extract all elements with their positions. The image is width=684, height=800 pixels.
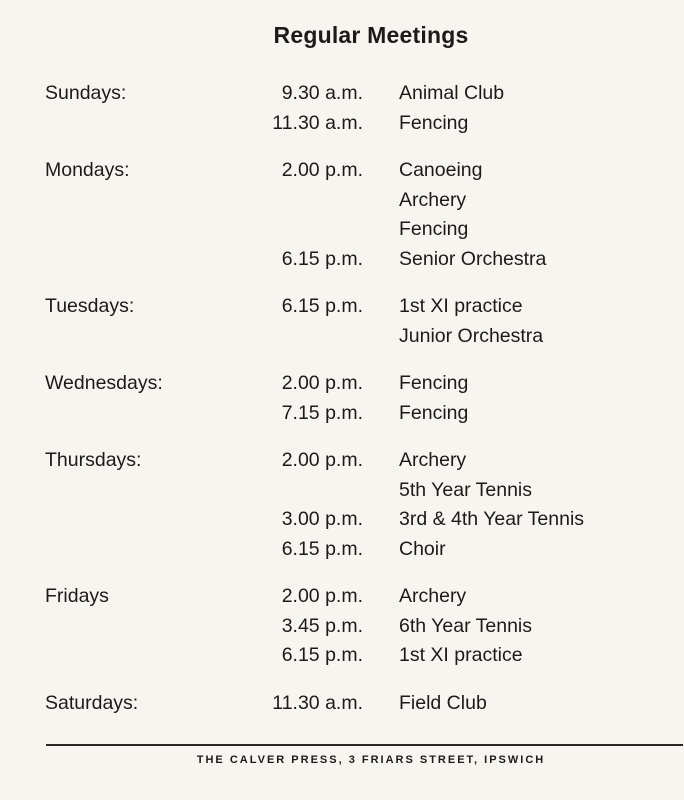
meeting-time: 2.00 p.m. (281, 449, 363, 471)
activity-name: 1st XI practice (399, 295, 523, 317)
day-label: Tuesdays: (45, 295, 135, 317)
activity-name: Animal Club (399, 82, 505, 104)
meeting-time: 6.15 p.m. (281, 537, 363, 560)
group-spacer (0, 351, 684, 369)
meeting-time: 7.15 p.m. (281, 401, 363, 424)
day-label: Sundays: (45, 82, 127, 104)
day-label: Mondays: (45, 159, 130, 181)
meeting-time: 3.00 p.m. (281, 508, 363, 530)
schedule-row (0, 446, 684, 476)
meeting-time: 11.30 a.m. (272, 691, 363, 714)
day-group (0, 689, 684, 719)
activity-name: 1st XI practice (399, 644, 523, 666)
meeting-time: 6.15 p.m. (281, 295, 363, 317)
activity-name: Canoeing (399, 159, 483, 181)
meetings-schedule (0, 79, 684, 718)
schedule-row (0, 476, 684, 506)
group-spacer (0, 671, 684, 689)
day-group (0, 79, 684, 138)
activity-name: Fencing (399, 111, 469, 134)
activity-name: Fencing (399, 401, 469, 424)
schedule-row (0, 292, 684, 322)
schedule-row (0, 505, 684, 535)
activity-name: Archery (399, 585, 467, 607)
schedule-row (0, 612, 684, 642)
meeting-time: 6.15 p.m. (281, 247, 363, 270)
footer-divider (46, 744, 683, 746)
activity-name: 3rd & 4th Year Tennis (399, 508, 585, 530)
activity-name: Field Club (399, 691, 487, 714)
day-label: Fridays (45, 585, 109, 607)
schedule-row (0, 109, 684, 139)
group-spacer (0, 138, 684, 156)
meeting-time: 6.15 p.m. (281, 644, 363, 666)
schedule-row (0, 245, 684, 275)
activity-name: Fencing (399, 218, 469, 240)
schedule-row (0, 582, 684, 612)
activity-name: Fencing (399, 372, 469, 394)
schedule-row (0, 641, 684, 671)
activity-name: 6th Year Tennis (399, 614, 533, 637)
schedule-row (0, 186, 684, 216)
meeting-time: 2.00 p.m. (281, 159, 363, 181)
schedule-row (0, 215, 684, 245)
activity-name: Senior Orchestra (399, 247, 547, 270)
day-label: Saturdays: (45, 691, 139, 714)
activity-name: Choir (399, 537, 446, 560)
group-spacer (0, 274, 684, 292)
day-group (0, 369, 684, 428)
meeting-time: 9.30 a.m. (281, 82, 363, 104)
activity-name: 5th Year Tennis (399, 478, 533, 501)
schedule-row (0, 79, 684, 109)
day-group (0, 582, 684, 671)
schedule-row (0, 689, 684, 719)
schedule-row (0, 369, 684, 399)
day-label: Wednesdays: (45, 372, 163, 394)
meeting-time: 3.45 p.m. (281, 614, 363, 637)
day-label: Thursdays: (45, 449, 142, 471)
schedule-row (0, 399, 684, 429)
printer-imprint: THE CALVER PRESS, 3 FRIARS STREET, IPSWICH (196, 754, 546, 766)
group-spacer (0, 564, 684, 582)
activity-name: Junior Orchestra (399, 324, 544, 347)
group-spacer (0, 428, 684, 446)
schedule-row (0, 156, 684, 186)
schedule-row (0, 322, 684, 352)
day-group (0, 292, 684, 351)
day-group (0, 156, 684, 274)
meeting-time: 11.30 a.m. (272, 111, 363, 134)
day-group (0, 446, 684, 564)
activity-name: Archery (399, 188, 467, 211)
activity-name: Archery (399, 449, 467, 471)
meeting-time: 2.00 p.m. (281, 372, 363, 394)
page-title: Regular Meetings (273, 22, 469, 48)
schedule-row (0, 535, 684, 565)
meeting-time: 2.00 p.m. (281, 585, 363, 607)
